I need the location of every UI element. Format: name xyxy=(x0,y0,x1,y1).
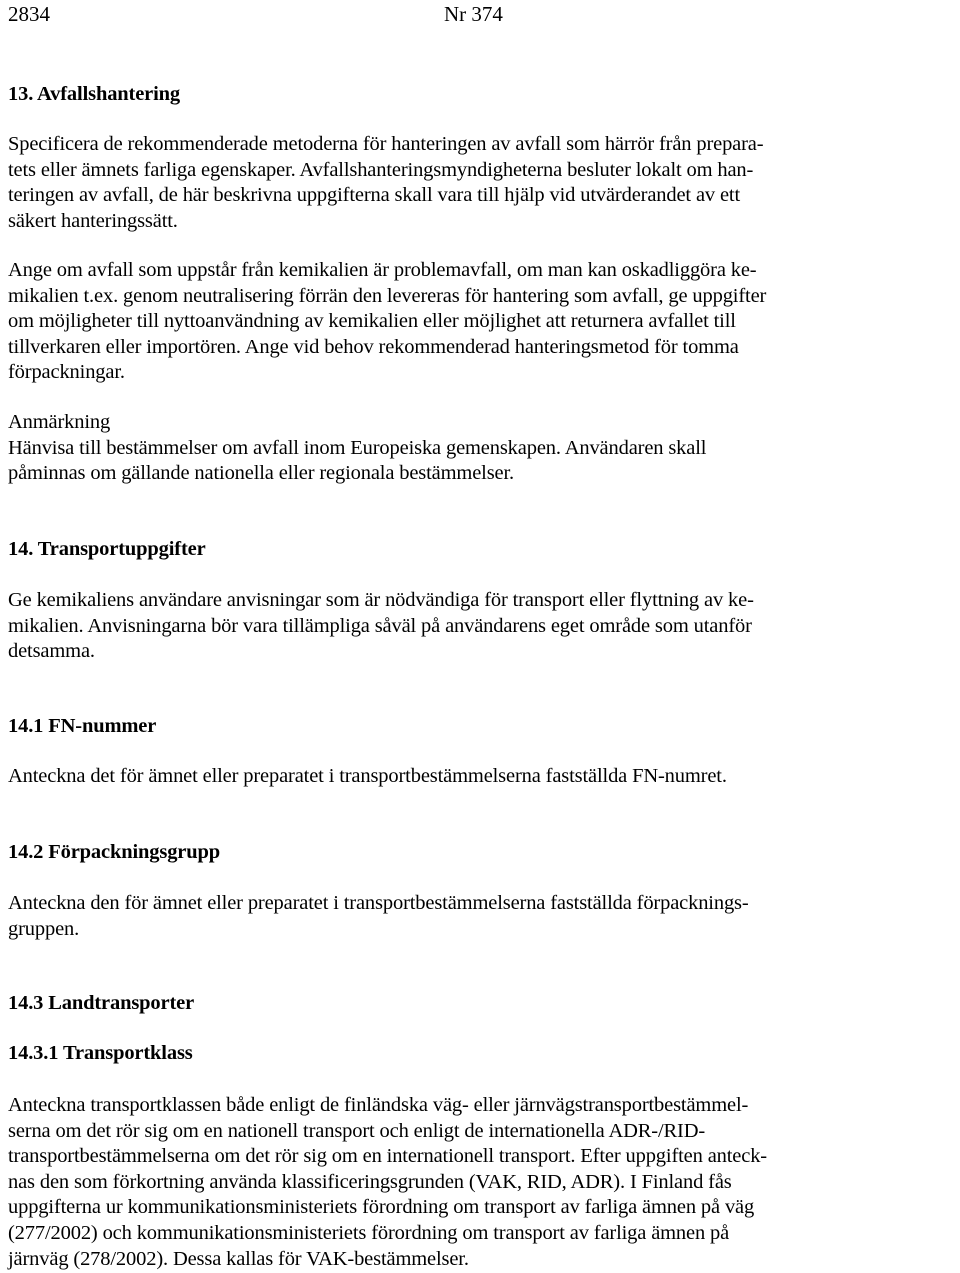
section-13-heading: 13. Avfallshantering xyxy=(8,83,181,105)
text-line: mikalien t.ex. genom neutralisering förrän den levereras för hantering som avfall, ge uppgifter xyxy=(8,284,767,307)
text-line: (277/2002) och kommunikationsministeriets förordning om transport av farliga ämnen på xyxy=(8,1221,730,1244)
section-14-heading: 14. Transportuppgifter xyxy=(8,538,206,560)
section-14-1-paragraph xyxy=(8,764,950,790)
text-line: säkert hanteringssätt. xyxy=(8,209,178,232)
text-line: teringen av avfall, de här beskrivna uppgifterna skall vara till hjälp vid utvärderandet av ett xyxy=(8,184,741,207)
text-line: uppgifterna ur kommunikationsministeriets förordning om transport av farliga ämnen på väg xyxy=(8,1196,755,1219)
section-14-3-1-paragraph xyxy=(8,1093,950,1272)
text-line: nas den som förkortning använda klassificeringsgrunden (VAK, RID, ADR). I Finland fås xyxy=(8,1170,732,1193)
text-line: gruppen. xyxy=(8,917,80,940)
text-line: transportbestämmelserna om det rör sig om en internationell transport. Efter uppgiften anteck- xyxy=(8,1145,767,1168)
text-line: Anteckna den för ämnet eller preparatet i transportbestämmelserna fastställda förpacknings- xyxy=(8,892,749,914)
section-14-2-heading: 14.2 Förpackningsgrupp xyxy=(8,841,221,863)
issue-number: Nr 374 xyxy=(444,2,503,26)
text-line: Ange om avfall som uppstår från kemikalien är problemavfall, om man kan oskadliggöra ke- xyxy=(8,259,757,281)
text-line: Anteckna det för ämnet eller preparatet i transportbestämmelserna fastställda FN-numret. xyxy=(8,765,727,787)
text-line: förpackningar. xyxy=(8,361,125,384)
text-line: tillverkaren eller importören. Ange vid behov rekommenderad hanteringsmetod för tomma xyxy=(8,335,739,358)
section-14-2-paragraph xyxy=(8,891,950,942)
text-line: mikalien. Anvisningarna bör vara tillämpliga såväl på användarens eget område som utanför xyxy=(8,614,752,637)
text-line: Specificera de rekommenderade metoderna för hanteringen av avfall som härrör från prepara- xyxy=(8,133,764,155)
section-14-paragraph xyxy=(8,588,950,665)
section-14-3-heading: 14.3 Landtransporter xyxy=(8,992,195,1014)
text-line: Ge kemikaliens användare anvisningar som är nödvändiga för transport eller flyttning av ke- xyxy=(8,589,754,611)
text-line: järnväg (278/2002). Dessa kallas för VAK-bestämmelser. xyxy=(8,1247,469,1270)
text-line: Anteckna transportklassen både enligt de finländska väg- eller järnvägstransportbestämmel- xyxy=(8,1094,749,1116)
section-13-paragraph-1 xyxy=(8,132,950,234)
section-14-3-1-heading: 14.3.1 Transportklass xyxy=(8,1042,193,1064)
text-line: serna om det rör sig om en nationell transport och enligt de internationella ADR-/RID- xyxy=(8,1119,706,1142)
text-line: Hänvisa till bestämmelser om avfall inom Europeiska gemenskapen. Användaren skall xyxy=(8,436,707,459)
text-line: detsamma. xyxy=(8,640,95,663)
text-line: tets eller ämnets farliga egenskaper. Avfallshanteringsmyndigheterna besluter lokalt om han- xyxy=(8,158,754,181)
text-line: om möjligheter till nyttoanvändning av kemikalien eller möjlighet att returnera avfallet till xyxy=(8,310,736,333)
page-number: 2834 xyxy=(8,2,50,26)
section-13-paragraph-2 xyxy=(8,258,950,386)
section-13-note xyxy=(8,410,950,487)
note-label: Anmärkning xyxy=(8,411,111,433)
section-14-1-heading: 14.1 FN-nummer xyxy=(8,715,157,737)
text-line: påminnas om gällande nationella eller regionala bestämmelser. xyxy=(8,462,515,485)
